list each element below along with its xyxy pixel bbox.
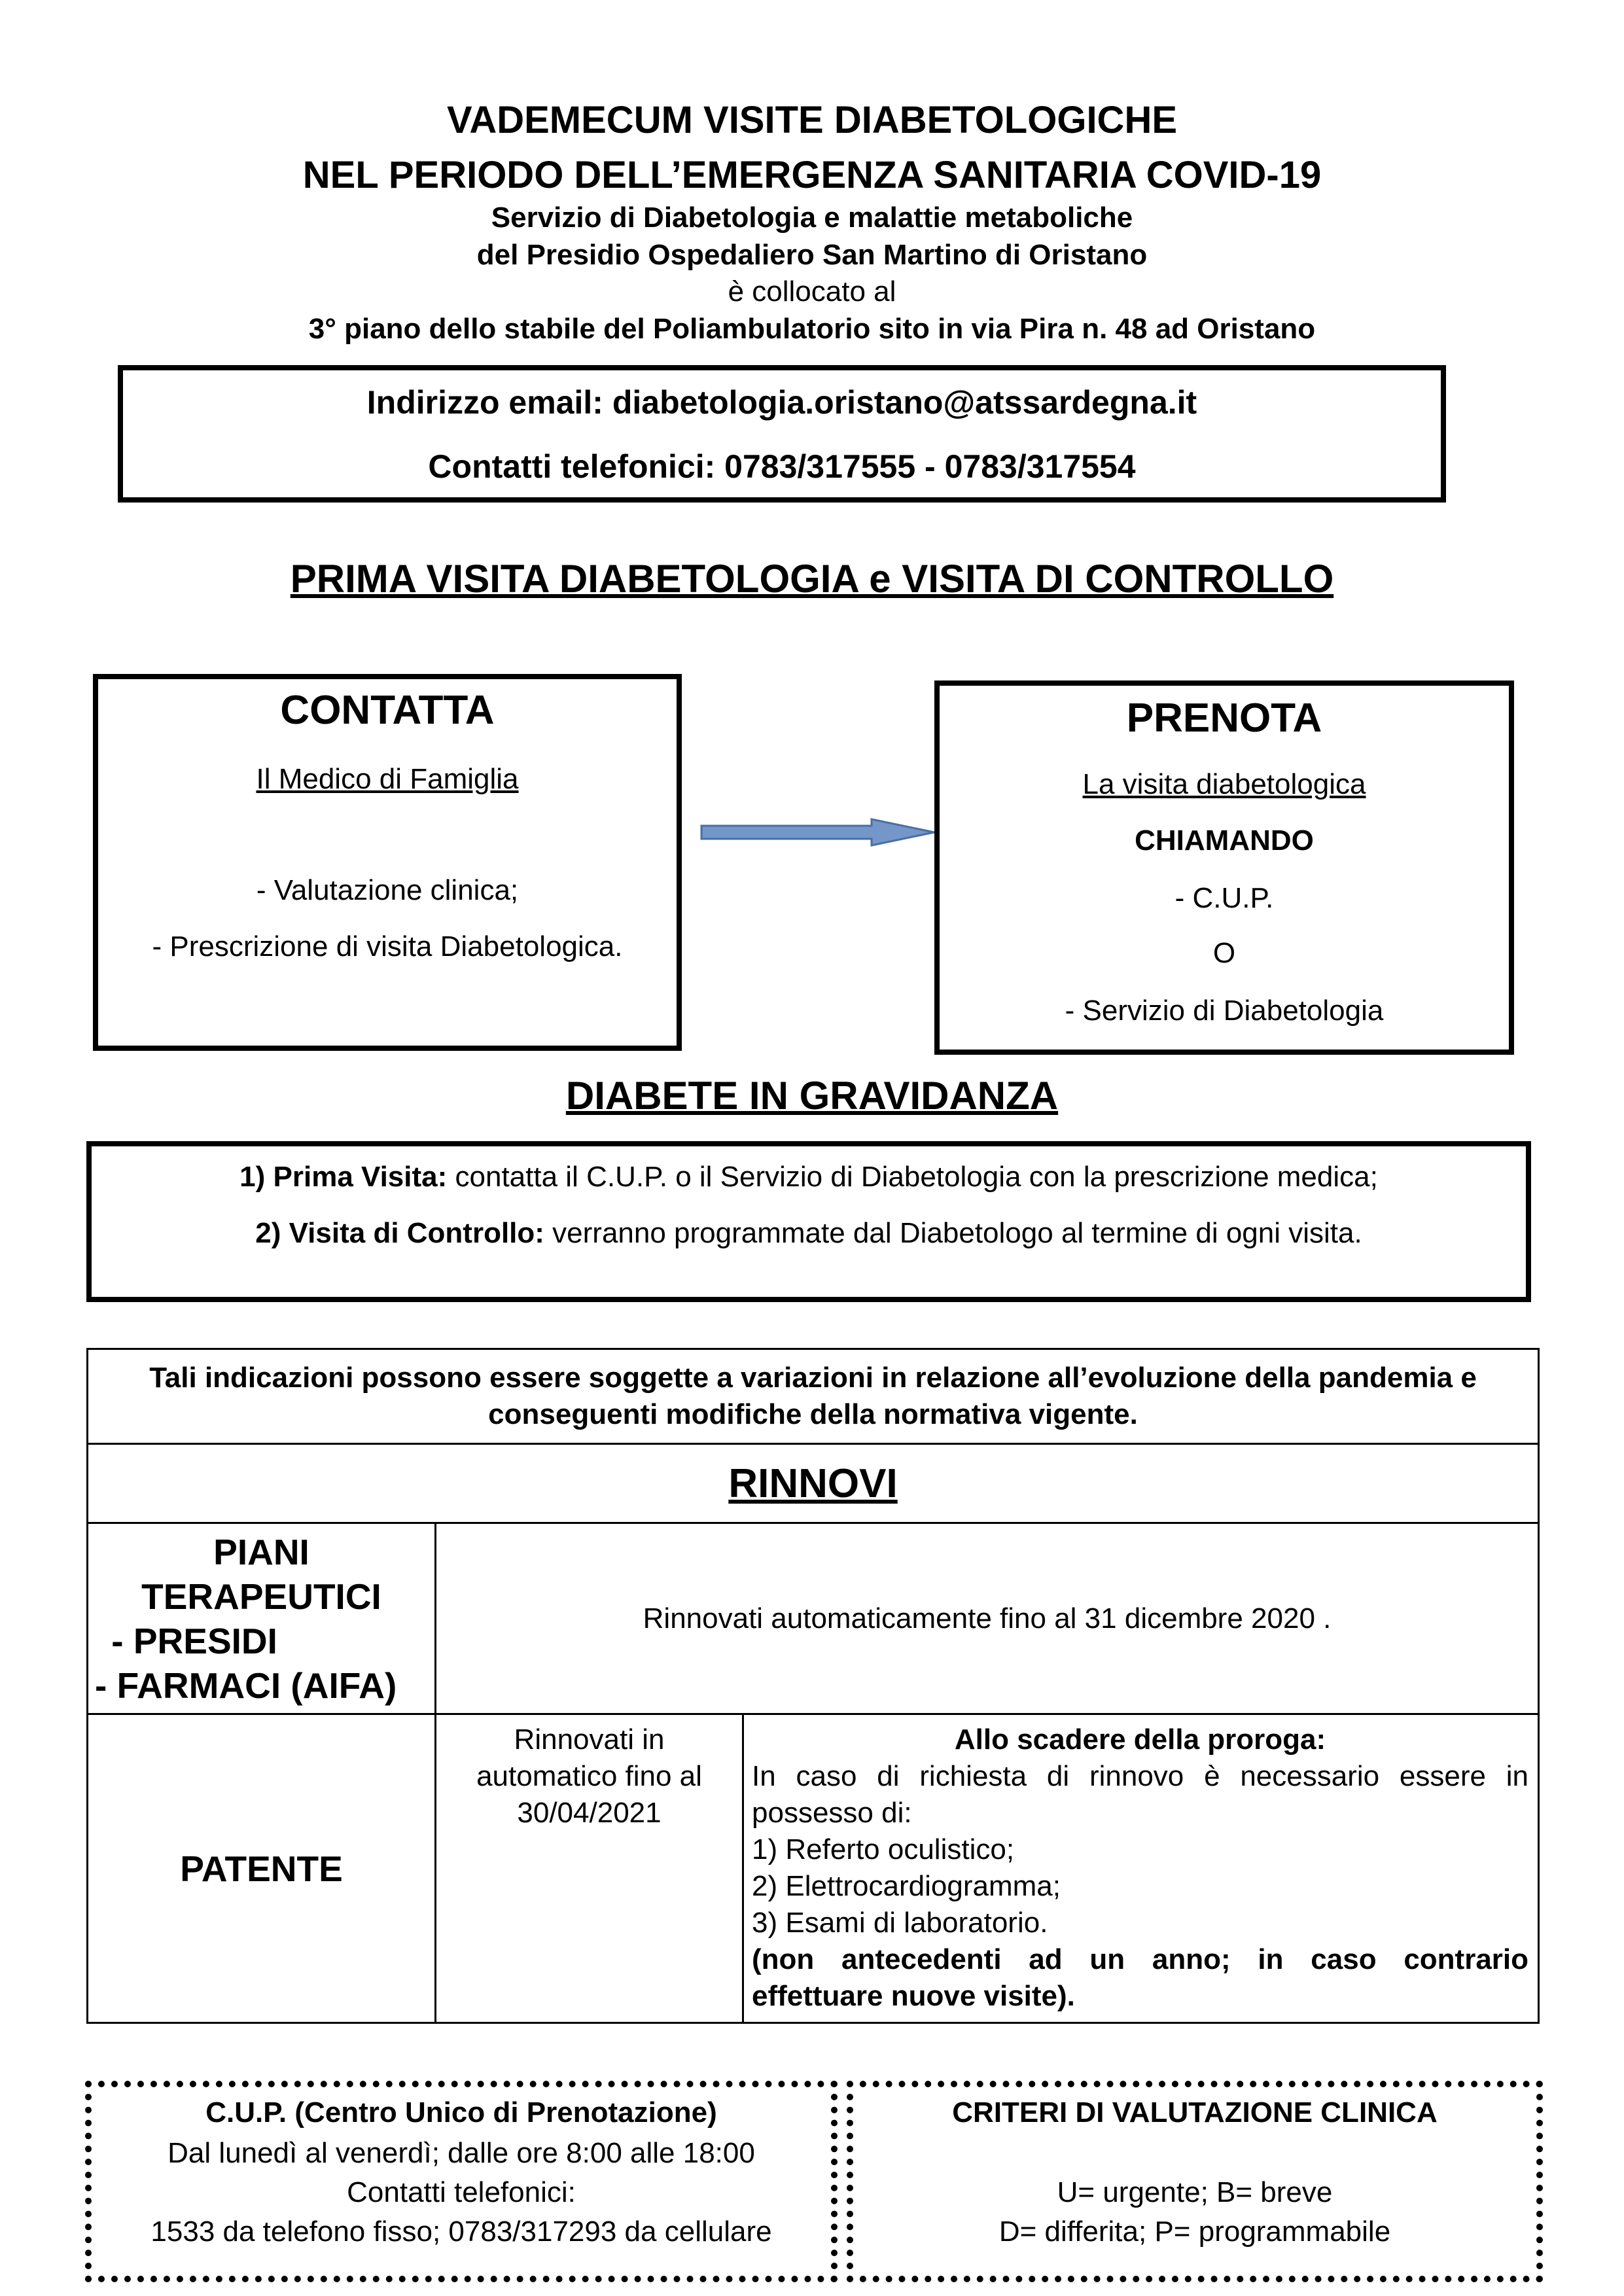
patente-renewal-text: Rinnovati in automatico fino al 30/04/2021 [436, 1714, 743, 2023]
patente-requirements [743, 1714, 1539, 2023]
prenota-subheading: La visita diabetologica [1082, 768, 1366, 800]
prenota-option: - C.U.P. [1174, 882, 1274, 914]
patente-label: PATENTE [88, 1714, 436, 2023]
criteria-line: U= urgente; B= breve [1057, 2176, 1333, 2208]
table-row [88, 1523, 1539, 1714]
contatta-heading: CONTATTA [280, 688, 495, 733]
pregnancy-control-visit-label: 2) Visita di Controllo: [255, 1217, 544, 1249]
criteria-box [847, 2081, 1543, 2282]
first-visit-section-title: PRIMA VISITA DIABETOLOGIA e VISITA DI CONTROLLO [290, 557, 1334, 601]
requirement-item: 2) Elettrocardiogramma; [752, 1870, 1061, 1902]
renewals-table [86, 1348, 1540, 2024]
expiry-intro: In caso di richiesta di rinnovo è necessario essere in possesso di: [752, 1760, 1529, 1829]
hospital-name: del Presidio Ospedaliero San Martino di Oristano [476, 239, 1148, 271]
prenota-or: O [1212, 937, 1236, 969]
location-address: 3° piano dello stabile del Poliambulatorio sito in via Pira n. 48 ad Oristano [308, 313, 1316, 345]
pregnancy-first-visit [92, 1161, 1526, 1193]
contatta-box [93, 674, 682, 1051]
pregnancy-control-visit-text: verranno programmate dal Diabetologo al termine di ogni visita. [544, 1217, 1362, 1249]
rinnovi-label: RINNOVI [728, 1460, 898, 1506]
prenota-calling: CHIAMANDO [1135, 824, 1314, 857]
piani-label: - PRESIDI [101, 1620, 277, 1661]
prenota-heading: PRENOTA [1126, 696, 1322, 741]
service-name: Servizio di Diabetologia e malattie metaboliche [491, 202, 1133, 234]
criteria-line: D= differita; P= programmabile [998, 2216, 1391, 2248]
document-title-line2: NEL PERIODO DELL’EMERGENZA SANITARIA COVID-19 [302, 154, 1322, 196]
contact-box [118, 365, 1446, 503]
cup-box [85, 2081, 838, 2282]
cup-title: C.U.P. (Centro Unico di Prenotazione) [205, 2096, 717, 2128]
arrow-right-icon [700, 818, 937, 847]
criteria-title: CRITERI DI VALUTAZIONE CLINICA [952, 2096, 1438, 2128]
rinnovi-heading [88, 1444, 1539, 1523]
table-row [88, 1444, 1539, 1523]
contatta-item: - Prescrizione di visita Diabetologica. [152, 930, 623, 963]
piani-label: TERAPEUTICI [141, 1576, 381, 1617]
pregnancy-first-visit-label: 1) Prima Visita: [239, 1161, 448, 1193]
requirement-footnote: (non antecedenti ad un anno; in caso contrario effettuare nuove visite). [752, 1943, 1529, 2012]
contact-email: Indirizzo email: diabetologia.oristano@atssardegna.it [366, 384, 1197, 421]
cup-contacts-label: Contatti telefonici: [347, 2176, 576, 2208]
prenota-option: - Servizio di Diabetologia [1065, 995, 1384, 1027]
table-row [88, 1349, 1539, 1444]
table-row [88, 1714, 1539, 2023]
requirement-item: 3) Esami di laboratorio. [752, 1907, 1048, 1939]
piani-label: PIANI [213, 1531, 309, 1572]
pregnancy-control-visit [92, 1217, 1526, 1250]
contatta-item: - Valutazione clinica; [256, 874, 519, 906]
piani-label-cell [88, 1523, 436, 1714]
cup-hours: Dal lunedì al venerdì; dalle ore 8:00 alle 18:00 [168, 2137, 755, 2169]
pregnancy-box [86, 1141, 1531, 1302]
document-title: VADEMECUM VISITE DIABETOLOGICHE [446, 99, 1178, 141]
disclaimer-note: Tali indicazioni possono essere soggette a variazioni in relazione all’evoluzione della pandemia e conseguenti modifiche della normativa vigente. [88, 1349, 1539, 1444]
location-intro: è collocato al [728, 275, 896, 308]
pregnancy-first-visit-text: contatta il C.U.P. o il Servizio di Diabetologia con la prescrizione medica; [447, 1161, 1378, 1193]
requirement-item: 1) Referto oculistico; [752, 1833, 1015, 1865]
piani-label: - FARMACI (AIFA) [95, 1665, 397, 1706]
pregnancy-section-title: DIABETE IN GRAVIDANZA [565, 1074, 1059, 1118]
cup-contacts: 1533 da telefono fisso; 0783/317293 da cellulare [150, 2216, 772, 2248]
piani-renewal-text: Rinnovati automaticamente fino al 31 dicembre 2020 . [436, 1523, 1539, 1714]
prenota-box [934, 680, 1514, 1055]
contact-phones: Contatti telefonici: 0783/317555 - 0783/317554 [428, 448, 1136, 485]
expiry-heading: Allo scadere della proroga: [954, 1723, 1326, 1756]
contatta-subheading: Il Medico di Famiglia [256, 763, 519, 795]
